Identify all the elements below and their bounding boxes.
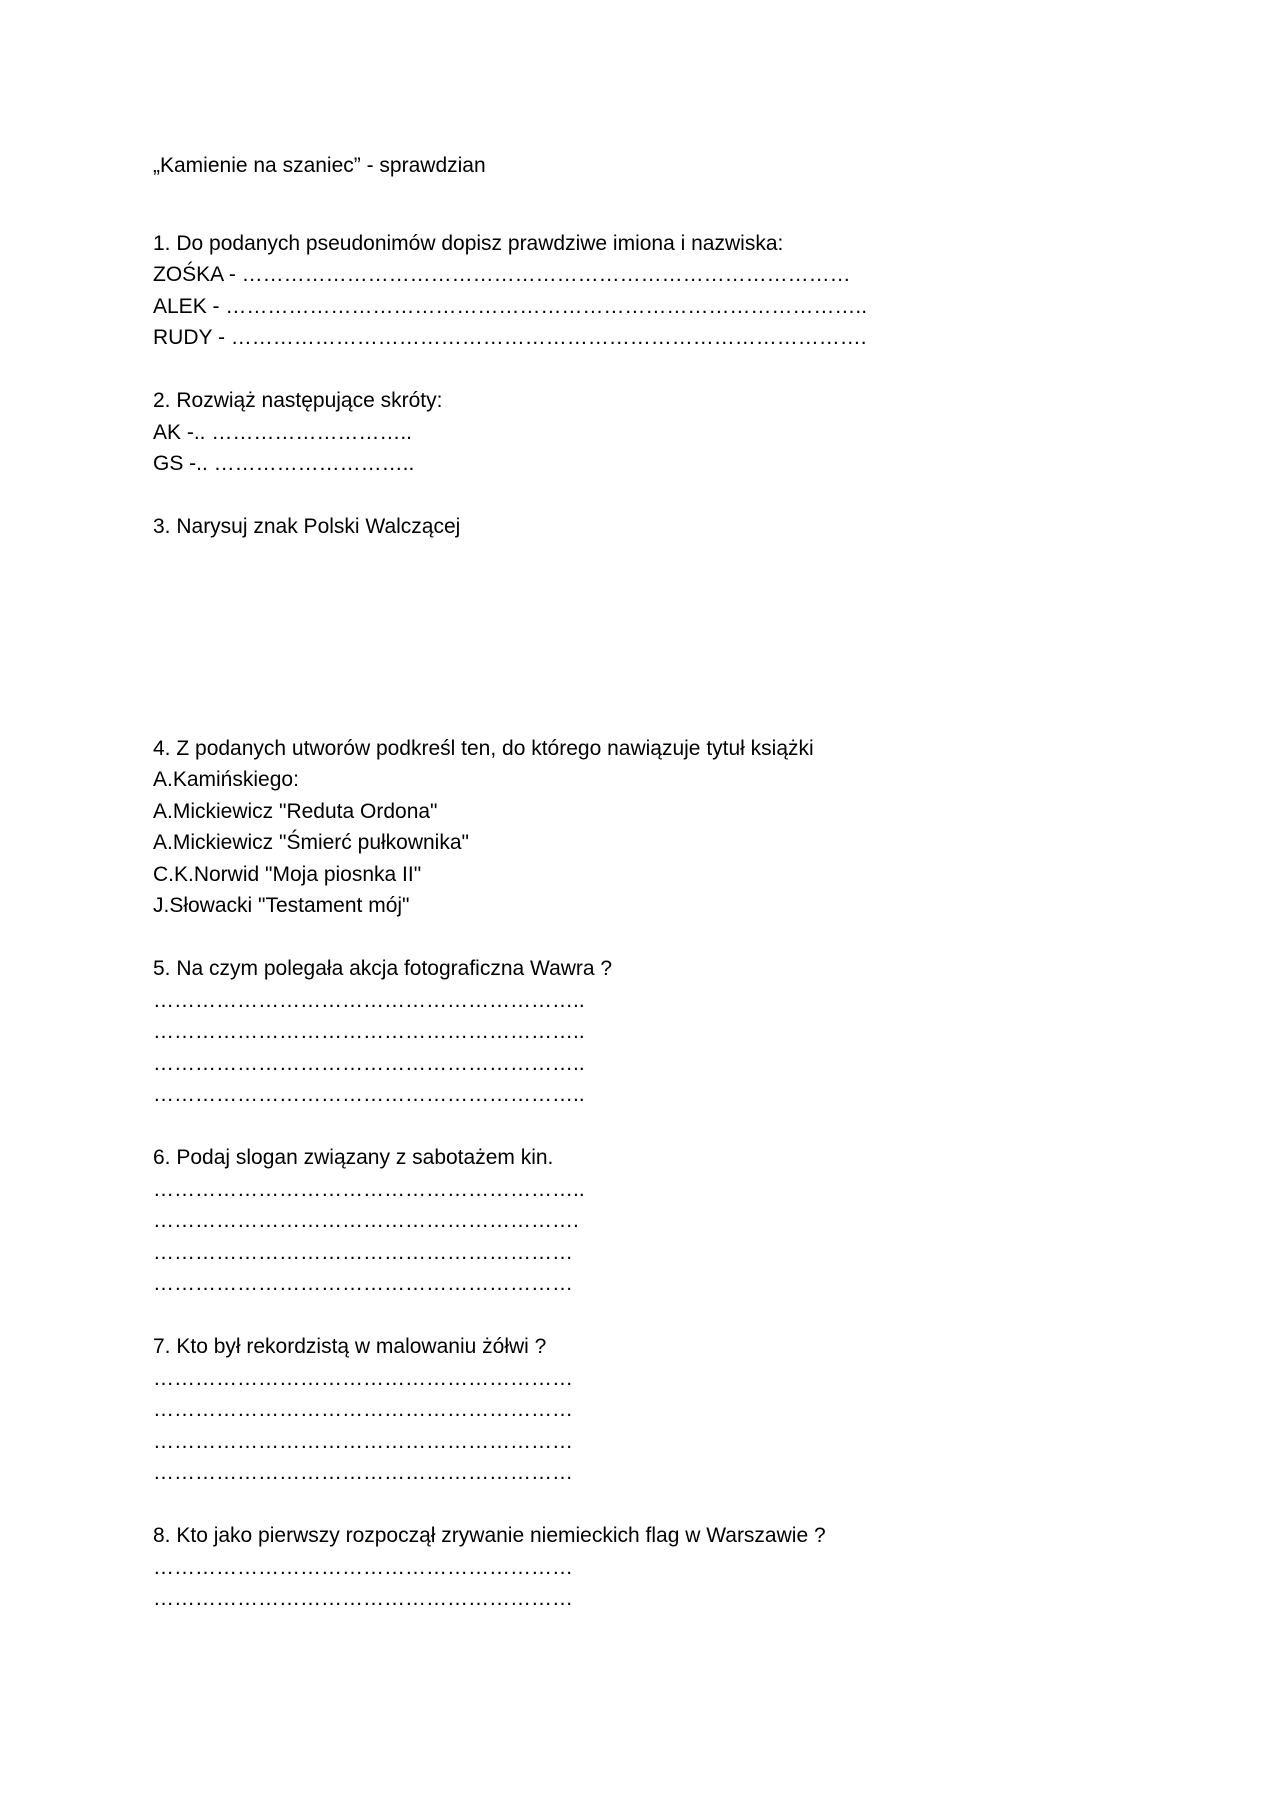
answer-line-zoska: ZOŚKA - …………………………………………………………………………… <box>153 263 851 286</box>
answer-line: …………………………………………………….. <box>153 1177 585 1201</box>
question-7 <box>153 1331 1153 1489</box>
answer-line: …………………………………………………….. <box>153 1051 585 1075</box>
worksheet <box>153 150 1153 1615</box>
answer-line: ……………………………………………………. <box>153 1209 579 1232</box>
answer-line: …………………………………………………… <box>153 1240 573 1264</box>
question-8-text: 8. Kto jako pierwszy rozpoczął zrywanie niemieckich flag w Warszawie ? <box>153 1524 826 1547</box>
drawing-area <box>153 543 1153 733</box>
question-1 <box>153 228 1153 354</box>
question-6 <box>153 1142 1153 1300</box>
question-3-text: 3. Narysuj znak Polski Walczącej <box>153 515 461 538</box>
answer-line-gs: GS -.. ……………………….. <box>153 452 415 475</box>
question-3 <box>153 511 1153 733</box>
question-2 <box>153 385 1153 480</box>
answer-line: …………………………………………………….. <box>153 988 585 1012</box>
question-2-text: 2. Rozwiąż następujące skróty: <box>153 389 443 412</box>
worksheet-title: „Kamienie na szaniec” - sprawdzian <box>153 154 486 177</box>
answer-line: …………………………………………………… <box>153 1555 573 1579</box>
answer-line-ak: AK -.. ……………………….. <box>153 420 413 444</box>
question-4-line-1: A.Kamińskiego: <box>153 768 299 791</box>
option-reduta-ordona: A.Mickiewicz "Reduta Ordona" <box>153 799 438 823</box>
option-moja-piosnka: C.K.Norwid "Moja piosnka II" <box>153 862 422 886</box>
answer-line: …………………………………………………….. <box>153 1020 585 1043</box>
question-1-text: 1. Do podanych pseudonimów dopisz prawdziwe imiona i nazwiska: <box>153 231 784 255</box>
answer-line: …………………………………………………….. <box>153 1083 585 1106</box>
question-4 <box>153 733 1153 922</box>
answer-line-rudy: RUDY - ………………………………………………………………………………. <box>153 326 867 349</box>
question-6-text: 6. Podaj slogan związany z sabotażem kin. <box>153 1146 554 1169</box>
question-8 <box>153 1520 1153 1615</box>
answer-line: …………………………………………………… <box>153 1429 573 1453</box>
answer-line: …………………………………………………… <box>153 1587 573 1610</box>
question-4-text: 4. Z podanych utworów podkreśl ten, do którego nawiązuje tytuł książki <box>153 736 814 760</box>
question-5-text: 5. Na czym polegała akcja fotograficzna Wawra ? <box>153 957 613 980</box>
answer-line: …………………………………………………… <box>153 1366 573 1390</box>
answer-line: …………………………………………………… <box>153 1461 573 1484</box>
answer-line: …………………………………………………… <box>153 1398 573 1421</box>
option-testament-moj: J.Słowacki "Testament mój" <box>153 894 410 917</box>
question-7-text: 7. Kto był rekordzistą w malowaniu żółwi ? <box>153 1335 547 1358</box>
option-smierc-pulkownika: A.Mickiewicz "Śmierć pułkownika" <box>153 831 469 854</box>
question-5 <box>153 953 1153 1111</box>
answer-line: …………………………………………………… <box>153 1272 573 1295</box>
answer-line-alek: ALEK - ……………………………………………………………………………….. <box>153 294 868 318</box>
